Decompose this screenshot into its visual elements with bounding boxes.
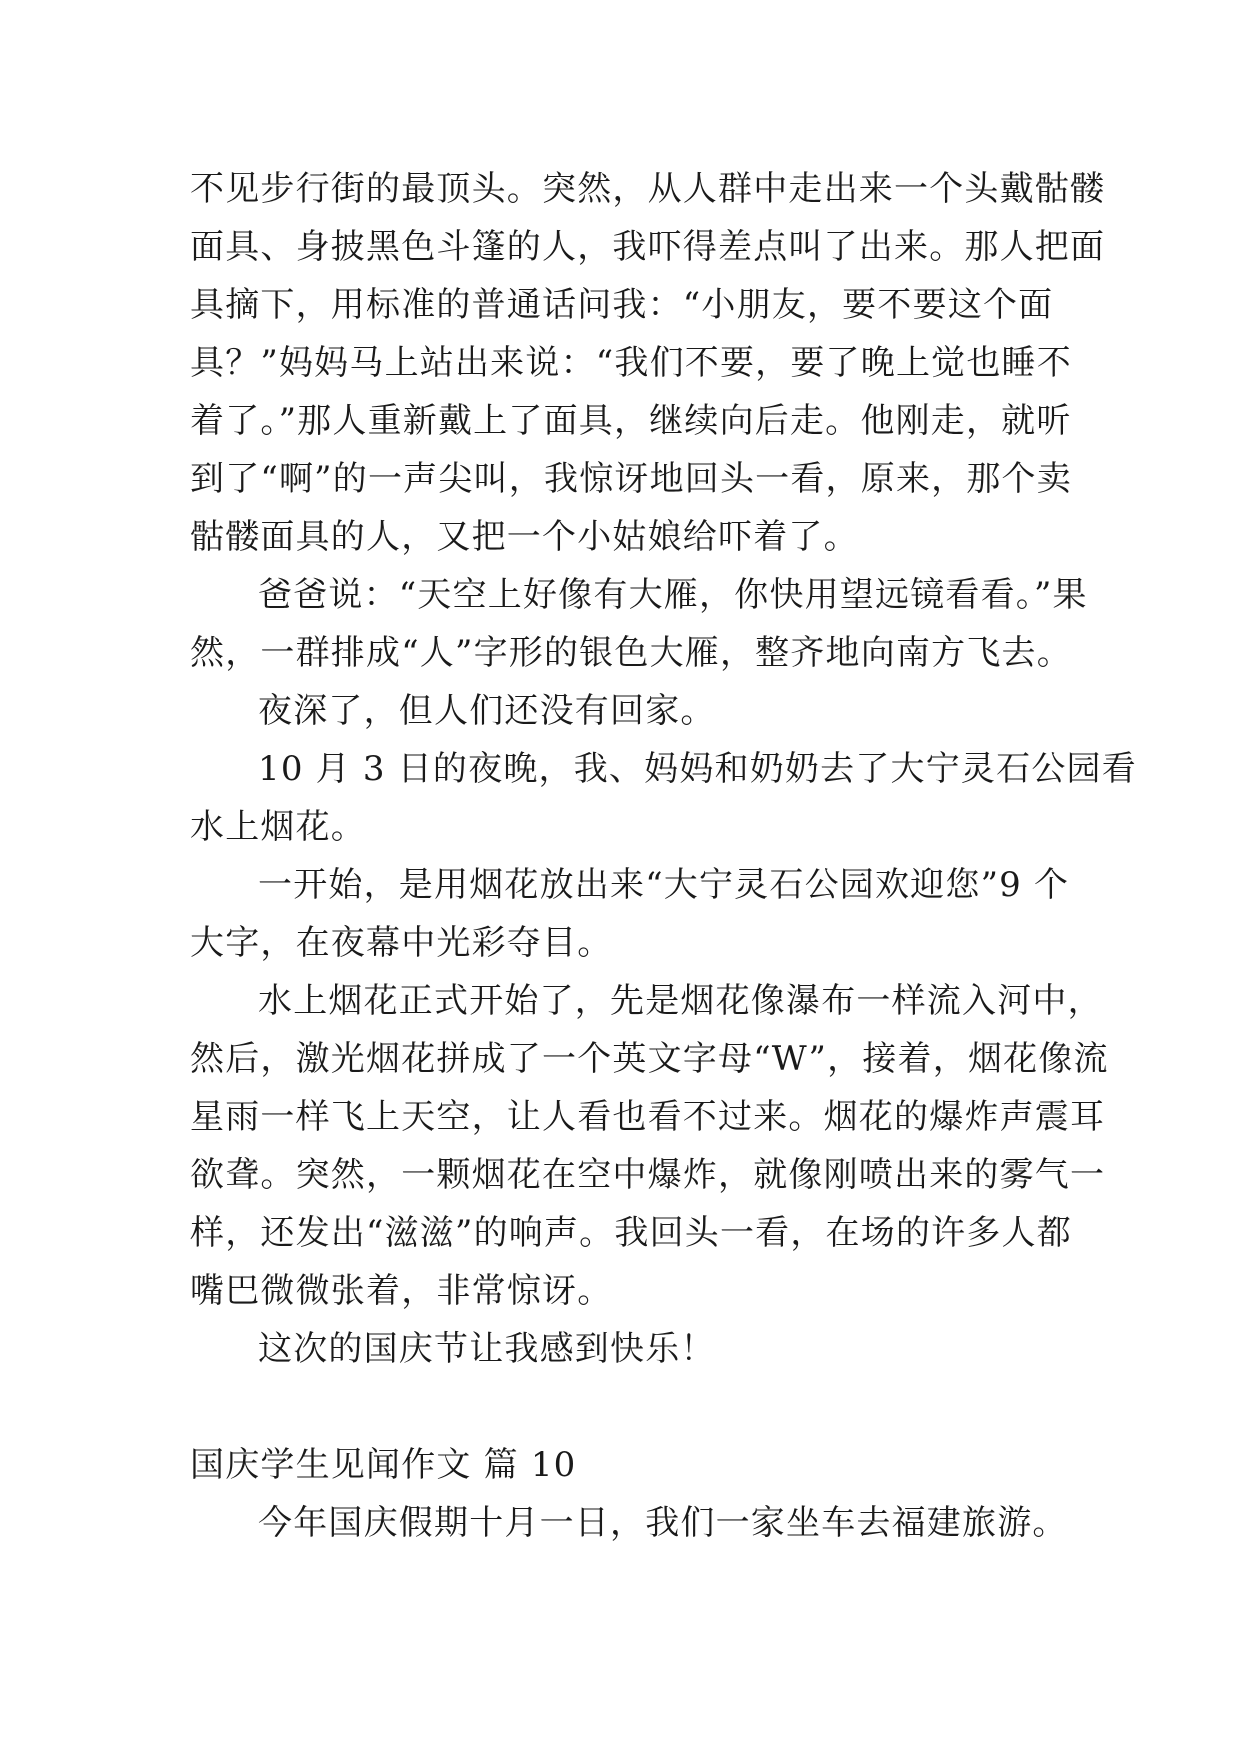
text-line: 到了“啊”的一声尖叫，我惊讶地回头一看，原来，那个卖 <box>190 459 1072 499</box>
text-line: 一开始，是用烟花放出来“大宁灵石公园欢迎您”9 个 <box>258 865 1070 905</box>
text-line: 然，一群排成“人”字形的银色大雁，整齐地向南方飞去。 <box>190 633 1072 673</box>
section-spacer <box>190 1378 1090 1436</box>
text-line: 具？”妈妈马上站出来说：“我们不要，要了晚上觉也睡不 <box>190 343 1072 383</box>
text-line: 具摘下，用标准的普通话问我：“小朋友，要不要这个面 <box>190 285 1054 325</box>
text-line: 样，还发出“滋滋”的响声。我回头一看，在场的许多人都 <box>190 1213 1072 1253</box>
text-line: 然后，激光烟花拼成了一个英文字母“W”，接着，烟花像流 <box>190 1039 1109 1079</box>
paragraph-2 <box>190 566 1090 682</box>
text-line: 这次的国庆节让我感到快乐！ <box>258 1329 716 1369</box>
text-line: 嘴巴微微张着，非常惊讶。 <box>190 1271 613 1311</box>
text-line: 10 月 3 日的夜晚，我、妈妈和奶奶去了大宁灵石公园看 <box>258 749 1137 789</box>
section-heading: 国庆学生见闻作文 篇 10 <box>190 1445 577 1485</box>
text-line: 面具、身披黑色斗篷的人，我吓得差点叫了出来。那人把面 <box>190 227 1106 267</box>
text-line: 着了。”那人重新戴上了面具，继续向后走。他刚走，就听 <box>190 401 1072 441</box>
text-line: 骷髅面具的人，又把一个小姑娘给吓着了。 <box>190 517 859 557</box>
paragraph-1 <box>190 160 1106 566</box>
text-line: 大字，在夜幕中光彩夺目。 <box>190 923 613 963</box>
paragraph-4 <box>190 740 1137 856</box>
text-line: 夜深了，但人们还没有回家。 <box>258 691 716 731</box>
text-line: 水上烟花正式开始了，先是烟花像瀑布一样流入河中， <box>258 981 1103 1021</box>
paragraph-8 <box>190 1494 1090 1552</box>
text-line: 不见步行街的最顶头。突然，从人群中走出来一个头戴骷髅 <box>190 169 1106 209</box>
text-line: 爸爸说：“天空上好像有大雁，你快用望远镜看看。”果 <box>258 575 1088 615</box>
paragraph-5 <box>190 856 1090 972</box>
text-line: 今年国庆假期十月一日，我们一家坐车去福建旅游。 <box>258 1503 1068 1543</box>
paragraph-6 <box>190 972 1109 1320</box>
paragraph-3 <box>190 682 1090 740</box>
text-line: 水上烟花。 <box>190 807 366 847</box>
document-body <box>190 160 1137 1552</box>
text-line: 欲聋。突然，一颗烟花在空中爆炸，就像刚喷出来的雾气一 <box>190 1155 1106 1195</box>
paragraph-7 <box>190 1320 1090 1378</box>
text-line: 星雨一样飞上天空，让人看也看不过来。烟花的爆炸声震耳 <box>190 1097 1106 1137</box>
